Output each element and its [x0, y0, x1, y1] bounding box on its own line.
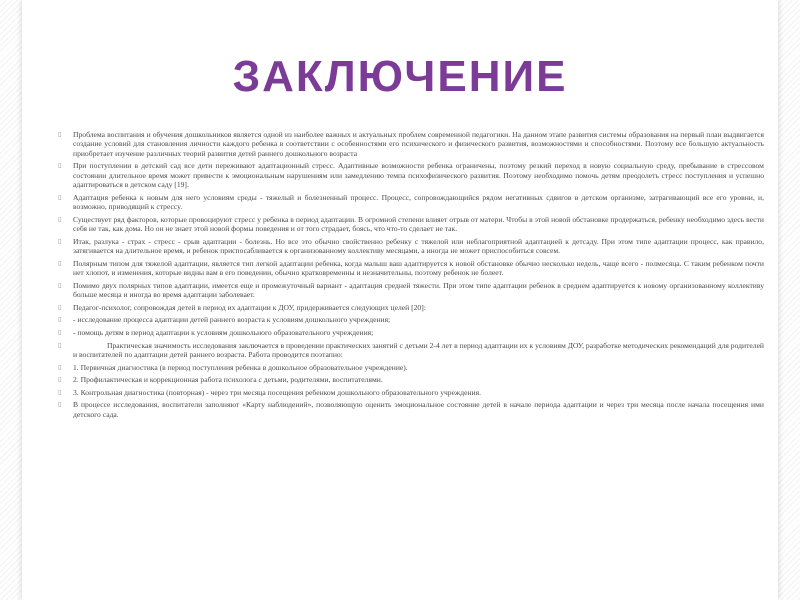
list-item	[58, 363, 764, 372]
bullet-icon: ▯	[58, 215, 62, 223]
list-item	[58, 237, 764, 256]
bullet-icon: ▯	[58, 259, 62, 267]
bullet-icon: ▯	[58, 303, 62, 311]
paragraph-text: В процессе исследования, воспитатели заполняют «Карту наблюдений», позволяющую оценить эмоциональное состояние детей в начале периода адаптации и через три месяца после начала посещения ими детского сада.	[73, 400, 764, 419]
list-item	[58, 375, 764, 384]
list-item	[58, 281, 764, 300]
paragraph-text: При поступлении в детский сад все дети переживают адаптационный стресс. Адаптивные возможности ребенка ограничены, поэтому резкий переход в новую социальную среду, пребывание в стрессовом состоянии длительное время может привести к эмоциональным нарушениям или замедлению темпа психофизического развития. Поэтому необходимо помочь детям преодолеть стресс поступления и успешно адаптироваться в детском саду [19].	[73, 161, 764, 190]
paragraph-text: Педагог-психолог, сопровождая детей в период их адаптации к ДОУ, придерживается следующих целей [20]:	[73, 302, 426, 312]
list-item	[58, 328, 764, 337]
list-item	[58, 161, 764, 189]
list-item	[58, 215, 764, 234]
paragraph-text: - исследование процесса адаптации детей раннего возраста к условиям дошкольного учреждения;	[73, 315, 391, 325]
paragraph-list	[58, 130, 764, 422]
list-item	[58, 193, 764, 212]
bullet-icon: ▯	[58, 376, 62, 384]
paragraph-text: Проблема воспитания и обучения дошкольников является одной из наиболее важных и актуальных проблем современной педагогики. На данном этапе развития системы образования на первый план выдвигается создание условий для становления личности каждого ребенка в соответствии с особенностями его психического и физического развития, возможностями и способностями. Поэтому все большую актуальность приобретает изучение различных теорий развития детей раннего дошкольного возраста	[73, 130, 764, 158]
paragraph-text: Полярным типом для тяжелой адаптации, является тип легкой адаптации ребенка, когда малыш ваш адаптируется к новой обстановке обычно несколько недель, чаще всего - полмесяца. С таким ребенком почти нет хлопот, и изменения, которые видны вам в его поведении, обычно кратковременны и незначительны, поэтому ребенок не болеет.	[73, 258, 764, 278]
bullet-icon: ▯	[58, 388, 62, 396]
list-item	[58, 315, 764, 324]
paragraph-text: Существует ряд факторов, которые провоцируют стресс у ребенка в период адаптации. В огромной степени влияет отрыв от матери. Чтобы в этой новой обстановке продержаться, ребенку необходимо здесь вести себя не так, как дома. Но он не знает этой новой формы поведения и от того страдает, боясь, что что-то сделает не так.	[73, 214, 764, 234]
list-item	[58, 303, 764, 312]
paragraph-text: Помимо двух полярных типов адаптации, имеется еще и промежуточный вариант - адаптация средней тяжести. При этом типе адаптации ребенок в среднем адаптируется к новому организованному коллективу больше месяца и иногда во время адаптации заболевает.	[73, 280, 764, 300]
list-item	[58, 341, 764, 360]
slide	[22, 0, 778, 600]
bullet-icon: ▯	[58, 401, 62, 409]
paragraph-text: Адаптация ребенка к новым для него условиям среды - тяжелый и болезненный процесс. Процесс, сопровождающийся рядом негативных сдвигов в детском организме, затрагивающий все его уровни, и, возможно, приводящий к стрессу.	[73, 192, 764, 212]
bullet-icon: ▯	[58, 316, 62, 324]
slide-title: ЗАКЛЮЧЕНИЕ	[232, 52, 568, 101]
paragraph-text: - помощь детям в период адаптации к условиям дошкольного образовательного учреждения;	[73, 328, 374, 337]
paragraph-text: 3. Контрольная диагностика (повторная) - через три месяца посещения ребенком дошкольного образовательного учреждения.	[73, 387, 481, 397]
paragraph-text: Итак, разлука - страх - стресс - срыв адаптации - болезнь. Но все это обычно свойственно ребенку с тяжелой или неблагоприятной адаптацией к детсаду. При этом типе адаптации процесс, как правило, затягивается на длительное время, и ребенок приспосабливается к организованному коллективу месяцами, а иногда не может приспособиться совсем.	[73, 236, 764, 256]
list-item	[58, 130, 764, 158]
bullet-icon: ▯	[58, 329, 62, 336]
bullet-icon: ▯	[58, 193, 62, 201]
bullet-icon: ▯	[58, 281, 62, 289]
bullet-icon: ▯	[58, 363, 62, 371]
paragraph-text: 1. Первичная диагностика (в период поступления ребенка в дошкольное образовательное учреждение).	[73, 362, 408, 372]
paragraph-text: Практическая значимость исследования заключается в проведении практических занятий с детьми 2-4 лет в период адаптации их к условиям ДОУ, разработке методических рекомендаций для родителей и воспитателей по адаптации детей раннего возраста. Работа проводится поэтапно:	[73, 340, 764, 359]
bullet-icon: ▯	[58, 237, 62, 245]
bullet-icon: ▯	[58, 341, 62, 349]
list-item	[58, 259, 764, 278]
bullet-icon: ▯	[58, 162, 62, 170]
list-item	[58, 400, 764, 419]
list-item	[58, 388, 764, 397]
bullet-icon: ▯	[58, 131, 62, 138]
paragraph-text: 2. Профилактическая и коррекционная работа психолога с детьми, родителями, воспитателями.	[73, 375, 383, 385]
